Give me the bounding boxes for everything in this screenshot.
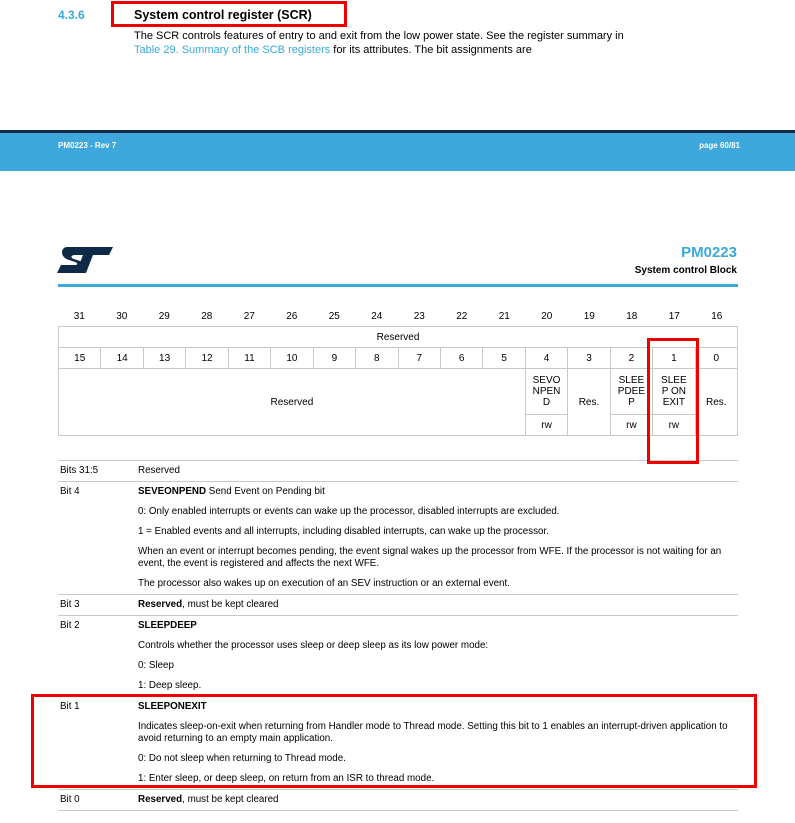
- bit-description-row: [58, 595, 738, 616]
- bottom-reserved-cell: Reserved: [59, 369, 526, 436]
- bit-description: [138, 616, 738, 697]
- bit-number-11: 11: [228, 348, 270, 369]
- description-text: , must be kept cleared: [182, 599, 279, 610]
- sleepdeep-line1: SLEE: [618, 375, 645, 386]
- highlight-bit1-description: [31, 694, 757, 788]
- bit-number-18: 18: [626, 311, 638, 322]
- sevonpend-line1: SEVO: [532, 375, 561, 386]
- description-text: , must be kept cleared: [182, 794, 279, 805]
- field-name: SLEEPONEXIT: [138, 701, 207, 712]
- bit-label: Bit 4: [58, 482, 138, 595]
- page-footer-band: [0, 130, 795, 171]
- description-line: [138, 578, 738, 590]
- header-rule: [58, 284, 738, 287]
- bit-number-29: 29: [158, 311, 170, 322]
- bit1-access: rw: [653, 415, 695, 436]
- sevonpend-line3: D: [542, 397, 551, 408]
- bit-number-25: 25: [328, 311, 340, 322]
- description-line: [138, 794, 738, 806]
- bit-number-31: 31: [73, 311, 85, 322]
- field-name: SLEEPDEEP: [138, 620, 197, 631]
- description-text: 0: Only enabled interrupts or events can wake up the processor, disabled interrupts are excluded.: [138, 506, 560, 517]
- header-subtitle: System control Block: [634, 265, 737, 276]
- description-line: [138, 546, 738, 570]
- bit0-res-field: Res.: [695, 369, 737, 436]
- st-logo: [57, 246, 113, 279]
- sleepdeep-line2: PDEE: [617, 386, 646, 397]
- bit-label: Bits 31:5: [58, 461, 138, 482]
- bit-description-row: [58, 461, 738, 482]
- highlight-section-title: [111, 1, 347, 27]
- description-line: [138, 680, 738, 692]
- sleepdeep-line3: P: [628, 397, 635, 408]
- bit-number-15: 15: [59, 348, 101, 369]
- bit-description-row: [58, 482, 738, 595]
- bit-description: [138, 595, 738, 616]
- bit-number-14: 14: [101, 348, 143, 369]
- field-name: Reserved: [138, 794, 183, 805]
- field-name: Reserved: [138, 599, 183, 610]
- bit3-res-field: Res.: [568, 369, 610, 436]
- bit-number-28: 28: [201, 311, 213, 322]
- section-intro: [134, 29, 694, 57]
- bit-description: [138, 482, 738, 595]
- bit-number-8: 8: [356, 348, 398, 369]
- register-bottom-half: [58, 347, 738, 436]
- field-name: SEVEONPEND: [138, 486, 207, 497]
- description-text: Reserved: [138, 465, 180, 476]
- bit-description: [138, 790, 738, 811]
- section-title: System control register (SCR): [134, 8, 312, 22]
- bit-number-26: 26: [286, 311, 298, 322]
- sleeponexit-line1: SLEE: [661, 375, 687, 386]
- bit-number-12: 12: [186, 348, 228, 369]
- bit-number-30: 30: [116, 311, 128, 322]
- bit-number-10: 10: [271, 348, 313, 369]
- bit-number-5: 5: [483, 348, 525, 369]
- sleeponexit-line3: EXIT: [662, 397, 685, 408]
- bit-number-0: 0: [695, 348, 737, 369]
- bit-number-19: 19: [583, 311, 595, 322]
- description-text: Send Event on Pending bit: [206, 486, 325, 497]
- sevonpend-field: [525, 369, 567, 415]
- description-line: [138, 465, 738, 477]
- bit-number-20: 20: [541, 311, 553, 322]
- bit-number-16: 16: [711, 311, 723, 322]
- description-text: 1 = Enabled events and all interrupts, including disabled interrupts, can wake up the processor.: [138, 526, 549, 537]
- sevonpend-line2: NPEN: [532, 386, 561, 397]
- bit-description-row: [58, 616, 738, 697]
- bit-number-2: 2: [610, 348, 652, 369]
- summary-table-link[interactable]: Table 29. Summary of the SCB registers: [134, 44, 331, 56]
- bit-number-13: 13: [143, 348, 185, 369]
- section-number: 4.3.6: [58, 8, 85, 22]
- bit-number-24: 24: [371, 311, 383, 322]
- top-reserved-cell: Reserved: [59, 327, 738, 348]
- description-line: [138, 660, 738, 672]
- sleeponexit-line2: P ON: [661, 386, 686, 397]
- description-text: 1: Deep sleep.: [138, 680, 202, 691]
- description-text: Indicates sleep-on-exit when returning from Handler mode to Thread mode. Setting this bit to 1 enables an interrupt-driven application to avoid returning to an empty main application.: [138, 721, 728, 744]
- register-top-row: [58, 326, 738, 348]
- bit-number-17: 17: [668, 311, 680, 322]
- header-doc-id: PM0223: [681, 244, 737, 261]
- bit-label: Bit 0: [58, 790, 138, 811]
- description-line: [138, 599, 738, 611]
- description-text: 0: Sleep: [138, 660, 174, 671]
- footer-doc-revision: PM0223 - Rev 7: [58, 141, 117, 150]
- bit-label: Bit 2: [58, 616, 138, 697]
- bit-number-21: 21: [498, 311, 510, 322]
- bit-label: Bit 1: [58, 697, 138, 790]
- bit-number-1: 1: [653, 348, 695, 369]
- bit-number-6: 6: [440, 348, 482, 369]
- bit-number-27: 27: [243, 311, 255, 322]
- description-text: Controls whether the processor uses sleep or deep sleep as its low power mode:: [138, 640, 489, 651]
- description-text: 0: Do not sleep when returning to Thread mode.: [138, 753, 346, 764]
- bit-description-row: [58, 790, 738, 811]
- intro-text: The SCR controls features of entry to and exit from the low power state. See the register summary in: [134, 30, 624, 42]
- bit-number-7: 7: [398, 348, 440, 369]
- bit2-access: rw: [610, 415, 652, 436]
- description-line: [138, 486, 738, 498]
- description-line: [138, 620, 738, 632]
- bit-label: Bit 3: [58, 595, 138, 616]
- bit-number-22: 22: [456, 311, 468, 322]
- description-line: [138, 640, 738, 652]
- intro-text-tail: for its attributes. The bit assignments are: [330, 44, 532, 56]
- highlight-sleeponexit-column: [647, 338, 699, 464]
- bit-number-23: 23: [413, 311, 425, 322]
- description-text: The processor also wakes up on execution of an SEV instruction or an external event.: [138, 578, 510, 589]
- description-text: 1: Enter sleep, or deep sleep, on return from an ISR to thread mode.: [138, 773, 435, 784]
- description-text: When an event or interrupt becomes pending, the event signal wakes up the processor from WFE. If the processor is not waiting for an event, the event is registered and affects the next WFE.: [138, 546, 722, 569]
- description-line: [138, 506, 738, 518]
- description-line: [138, 526, 738, 538]
- bit4-access: rw: [525, 415, 567, 436]
- bit-number-3: 3: [568, 348, 610, 369]
- footer-page-number: page 60/81: [699, 141, 740, 150]
- bit-number-9: 9: [313, 348, 355, 369]
- bit-number-4: 4: [525, 348, 567, 369]
